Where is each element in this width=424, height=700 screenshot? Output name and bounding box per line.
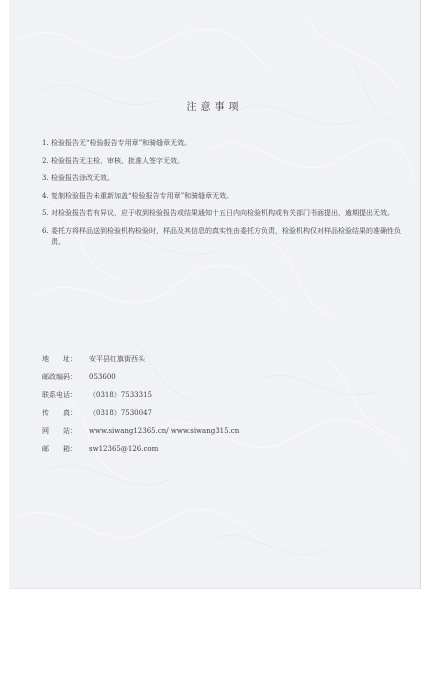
- list-item: [42, 156, 402, 168]
- contact-label: 网 站：: [42, 427, 77, 435]
- page-title: 注意事项: [186, 102, 243, 113]
- contact-value: 安平县红旗街西头: [89, 355, 145, 363]
- contact-phone: [42, 386, 382, 404]
- list-item-number: 5.: [42, 209, 49, 217]
- contact-postcode: [42, 368, 382, 386]
- list-item-number: 6.: [42, 226, 49, 235]
- contact-email: [42, 440, 382, 458]
- contact-label: 联系电话：: [42, 391, 77, 399]
- contact-label: 邮政编码：: [42, 373, 77, 381]
- contact-value: 053600: [89, 373, 116, 381]
- website-link[interactable]: www.siwang12365.cn/ www.siwang315.cn: [89, 427, 240, 435]
- list-item-text: 检验报告涂改无效。: [51, 174, 114, 182]
- document-page: [9, 0, 421, 589]
- list-item-number: 1.: [42, 139, 49, 147]
- contact-value: （0318）7530047: [89, 409, 152, 417]
- list-item-number: 4.: [42, 191, 49, 200]
- notes-list: [42, 138, 402, 255]
- contact-website: [42, 422, 382, 440]
- list-item: [42, 191, 402, 203]
- contact-label: 地 址：: [42, 355, 77, 363]
- contact-address: [42, 350, 382, 368]
- contact-info: [42, 350, 382, 458]
- list-item: [42, 226, 402, 249]
- contact-value: （0318）7533315: [89, 391, 152, 399]
- contact-label: 邮 箱：: [42, 445, 77, 453]
- list-item: [42, 138, 402, 150]
- list-item-text: 复制检验报告未重新加盖“检验报告专用章”和骑缝章无效。: [51, 191, 234, 200]
- list-item: [42, 173, 402, 185]
- list-item-text: 委托方将样品送到检验机构检验时，样品及其信息的真实性由委托方负责，检验机构仅对样品检验结果的准确性负责。: [51, 226, 401, 246]
- list-item-text: 检验报告无“检验报告专用章”和骑缝章无效。: [51, 139, 192, 147]
- list-item-number: 3.: [42, 174, 49, 182]
- list-item: [42, 208, 402, 220]
- list-item-text: 检验报告无主检、审核、批准人签字无效。: [51, 156, 184, 165]
- contact-label: 传 真：: [42, 409, 77, 417]
- list-item-text: 对检验报告若有异议，应于收到检验报告或结果通知十五日内向检验机构或有关部门书面提出，逾期提出无效。: [51, 209, 394, 217]
- email-link[interactable]: sw12365@126.com: [89, 445, 159, 453]
- contact-fax: [42, 404, 382, 422]
- list-item-number: 2.: [42, 156, 49, 165]
- paper-texture: [9, 0, 420, 588]
